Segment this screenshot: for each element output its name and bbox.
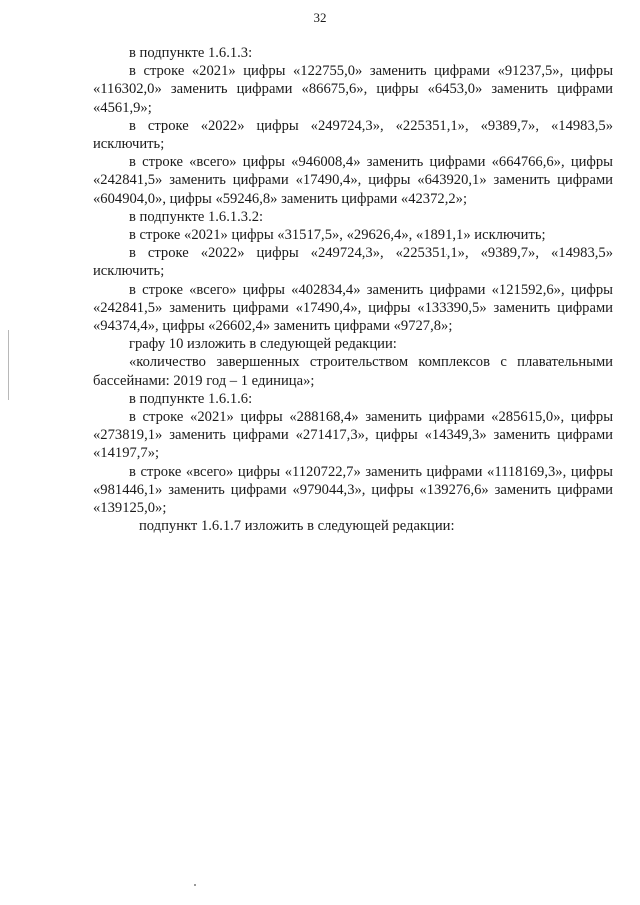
paragraph: в подпункте 1.6.1.3: — [129, 45, 253, 61]
paragraph: в строке «всего» цифры «402834,4» заменить цифрами «121592,6», цифры «242841,5» заменить цифрами «17490,4», цифры «133390,5» заменить цифрами «94374,4», цифры «26602,4» заменить цифрами «9727,8»; — [93, 281, 613, 335]
paragraph: в строке «2021» цифры «122755,0» заменить цифрами «91237,5», цифры «116302,0» заменить цифрами «86675,6», цифры «6453,0» заменить цифрами «4561,9»; — [93, 63, 613, 116]
paragraph: в строке «2021» цифры «31517,5», «29626,4», «1891,1» исключить; — [129, 227, 546, 244]
paragraph: в подпункте 1.6.1.3.2: — [129, 208, 264, 225]
paragraph: в строке «всего» цифры «1120722,7» заменить цифрами «1118169,3», цифры «981446,1» заменить цифрами «979044,3», цифры «139276,6» заменить цифрами «139125,0»; — [93, 463, 613, 517]
paragraph: в строке «2021» цифры «288168,4» заменить цифрами «285615,0», цифры «273819,1» заменить цифрами «271417,3», цифры «14349,3» заменить цифрами «14197,7»; — [93, 409, 613, 462]
paragraph: в подпункте 1.6.1.6: — [129, 390, 253, 407]
paragraph: в строке «2022» цифры «249724,3», «225351,1», «9389,7», «14983,5» исключить; — [93, 117, 613, 153]
paragraph: подпункт 1.6.1.7 изложить в следующей редакции: — [139, 518, 455, 535]
scan-margin-mark — [8, 330, 9, 400]
page-number: 32 — [313, 10, 327, 25]
paragraph: графу 10 изложить в следующей редакции: — [129, 336, 397, 353]
paragraph: в строке «всего» цифры «946008,4» заменить цифрами «664766,6», цифры «242841,5» заменить цифрами «17490,4», цифры «643920,1» заменить цифрами «604904,0», цифры «59246,8» заменить цифрами «42372,2»; — [93, 154, 613, 207]
document-body — [93, 44, 613, 535]
paragraph: в строке «2022» цифры «249724,3», «225351,1», «9389,7», «14983,5» исключить; — [93, 245, 613, 280]
paragraph: «количество завершенных строительством комплексов с плавательными бассейнами: 2019 год – 1 единица»; — [93, 354, 613, 389]
scan-speck — [194, 884, 196, 886]
